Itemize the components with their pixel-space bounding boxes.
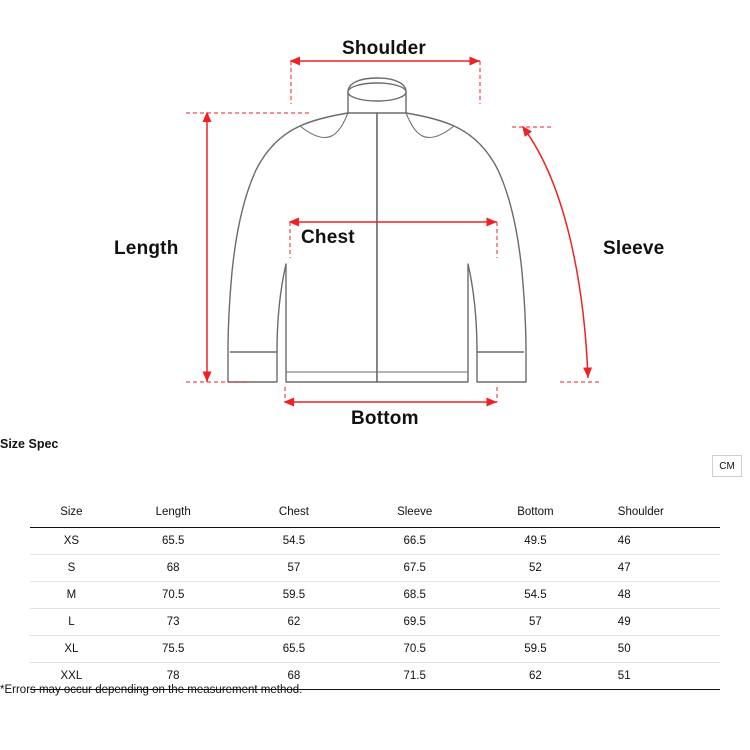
cell-chest: 62 <box>234 609 355 636</box>
column-header-chest: Chest <box>278 506 309 518</box>
table-header-row <box>30 500 720 528</box>
table-row <box>30 528 720 555</box>
column-header-shoulder: Shoulder <box>617 506 664 518</box>
cell-chest: 68 <box>234 663 355 690</box>
cell-sleeve: 68.5 <box>354 582 475 609</box>
cell-chest: 65.5 <box>234 636 355 663</box>
column-header-length: Length <box>155 506 191 518</box>
cell-sleeve: 66.5 <box>354 528 475 555</box>
sleeve-label: Sleeve <box>603 238 665 259</box>
size-spec-heading: Size Spec <box>0 437 59 451</box>
cell-length: 75.5 <box>113 636 234 663</box>
size-spec-table <box>30 500 720 690</box>
sleeve-measure-arrow <box>523 127 588 378</box>
cell-size: S <box>30 555 113 582</box>
cell-shoulder: 46 <box>596 528 720 555</box>
cell-shoulder: 51 <box>596 663 720 690</box>
cell-sleeve: 69.5 <box>354 609 475 636</box>
cell-bottom: 54.5 <box>475 582 596 609</box>
cell-bottom: 52 <box>475 555 596 582</box>
cell-shoulder: 48 <box>596 582 720 609</box>
unit-toggle-cm[interactable]: CM <box>712 455 742 477</box>
chest-label: Chest <box>301 227 355 248</box>
column-header-sleeve: Sleeve <box>397 506 433 518</box>
jacket-outline <box>228 78 526 382</box>
size-spec-table-head <box>30 500 720 528</box>
cell-chest: 57 <box>234 555 355 582</box>
cell-length: 78 <box>113 663 234 690</box>
size-spec-table-body <box>30 528 720 690</box>
cell-size: L <box>30 609 113 636</box>
cell-shoulder: 47 <box>596 555 720 582</box>
cell-chest: 59.5 <box>234 582 355 609</box>
cell-sleeve: 67.5 <box>354 555 475 582</box>
cell-size: XXL <box>30 663 113 690</box>
table-row <box>30 555 720 582</box>
cell-shoulder: 50 <box>596 636 720 663</box>
shoulder-label: Shoulder <box>342 38 426 59</box>
column-header-bottom: Bottom <box>517 506 554 518</box>
cell-sleeve: 71.5 <box>354 663 475 690</box>
cell-bottom: 57 <box>475 609 596 636</box>
measurement-footnote: *Errors may occur depending on the measurement method. <box>0 684 303 696</box>
length-label: Length <box>114 238 179 259</box>
cell-size: XL <box>30 636 113 663</box>
cell-bottom: 59.5 <box>475 636 596 663</box>
cell-bottom: 49.5 <box>475 528 596 555</box>
cell-shoulder: 49 <box>596 609 720 636</box>
cell-sleeve: 70.5 <box>354 636 475 663</box>
column-header-size: Size <box>60 506 83 518</box>
table-row <box>30 582 720 609</box>
cell-chest: 54.5 <box>234 528 355 555</box>
table-row <box>30 609 720 636</box>
cell-size: M <box>30 582 113 609</box>
size-spec-table-wrapper <box>30 500 720 690</box>
cell-length: 73 <box>113 609 234 636</box>
cell-bottom: 62 <box>475 663 596 690</box>
table-row <box>30 636 720 663</box>
cell-length: 65.5 <box>113 528 234 555</box>
cell-length: 70.5 <box>113 582 234 609</box>
bottom-label: Bottom <box>351 408 419 429</box>
cell-size: XS <box>30 528 113 555</box>
cell-length: 68 <box>113 555 234 582</box>
